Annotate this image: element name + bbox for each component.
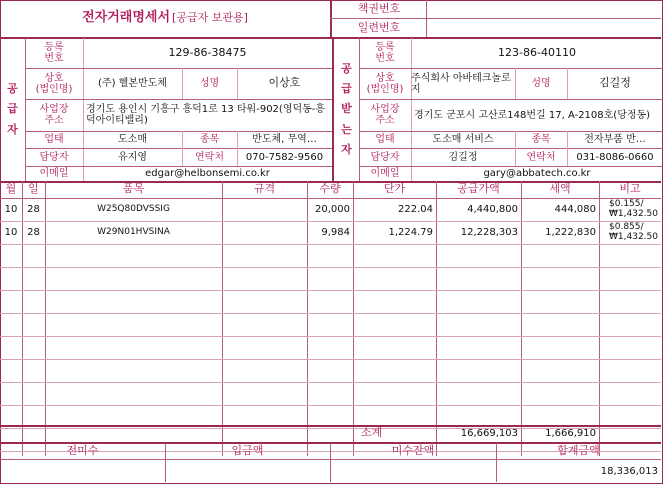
item-cell-tax: 444,080 — [554, 204, 596, 215]
receiver-contact-label: 연락처 — [526, 151, 556, 163]
item-cell-name: W29N01HVSINA — [97, 226, 170, 237]
supplier-reg-no-value: 129-86-38475 — [168, 45, 247, 59]
receiver-reg-no-label: 등록 번호 — [375, 42, 395, 64]
receiver-address-label: 사업장 주소 — [370, 104, 400, 126]
grid-line-h — [0, 405, 661, 406]
column-header: 수량 — [319, 182, 341, 196]
grid-line-v — [165, 443, 166, 482]
item-cell-unit_price: 222.04 — [398, 204, 433, 215]
receiver-biz-type-label: 업태 — [375, 134, 395, 145]
item-cell-supply: 4,440,800 — [467, 204, 518, 215]
receiver-company-value: 주식회사 아바테크놀로지 — [411, 72, 511, 95]
summary-value-3: 18,336,013 — [600, 465, 658, 477]
receiver-email-label: 이메일 — [370, 168, 400, 179]
column-header: 세액 — [549, 182, 571, 196]
item-cell-month: 10 — [4, 204, 18, 215]
grid-line-v — [496, 443, 497, 482]
item-cell-unit_price: 1,224.79 — [388, 227, 433, 238]
side-label-char: 자 — [341, 142, 352, 156]
supplier-contact-label: 연락처 — [195, 151, 224, 163]
grid-line-h — [330, 18, 661, 19]
book-no-value — [427, 1, 661, 18]
serial-no-value — [427, 19, 661, 37]
subtotal-supply: 16,669,103 — [460, 428, 518, 439]
item-cell-qty: 20,000 — [315, 204, 350, 215]
receiver-contact-value: 031-8086-0660 — [576, 151, 654, 163]
supplier-biz-type-label: 업태 — [44, 134, 64, 145]
item-cell-supply: 12,228,303 — [460, 227, 518, 238]
side-label-char: 공 — [7, 82, 18, 96]
item-cell-name: W25Q80DVSSIG — [97, 203, 170, 214]
receiver-reg-no-value: 123-86-40110 — [498, 45, 576, 59]
column-header: 공급가액 — [457, 182, 500, 196]
receiver-biz-item-value: 전자부품 반… — [584, 134, 646, 145]
item-cell-tax: 1,222,830 — [545, 227, 596, 238]
serial-no-label: 일련번호 — [357, 20, 401, 34]
supplier-address-value: 경기도 용인시 기흥구 흥덕1로 13 타워-902(영덕동-흥덕아이티밸리) — [86, 104, 326, 126]
receiver-email-value: gary@abbatech.co.kr — [483, 168, 591, 179]
column-header: 규격 — [253, 182, 276, 196]
item-cell-note: $0.155/ ₩1,432.50 — [609, 198, 658, 219]
receiver-address-value: 경기도 군포시 고산로148번길 17, A-2108호(당정동) — [414, 109, 651, 121]
grid-line-v — [182, 68, 183, 99]
grid-line-h — [0, 267, 661, 268]
supplier-biz-type-value: 도소매 — [118, 134, 147, 145]
grid-line-v — [330, 443, 331, 482]
receiver-ceo-value: 김길정 — [599, 76, 631, 90]
item-cell-spec — [222, 221, 307, 244]
title-text: 전자거래명세서 — [82, 9, 171, 25]
grid-line-h — [0, 382, 661, 383]
grid-line-h — [0, 290, 661, 291]
receiver-ceo-label: 성명 — [531, 78, 551, 89]
supplier-company-label: 상호 (법인명) — [35, 72, 73, 95]
book-no-label: 책권번호 — [357, 2, 401, 16]
grid-line-h — [0, 336, 661, 337]
grid-line-h — [0, 313, 661, 314]
summary-label-2: 미수잔액 — [391, 443, 435, 457]
supplier-biz-item-label: 종목 — [199, 134, 220, 145]
receiver-side-label — [334, 38, 359, 181]
column-header: 비고 — [619, 182, 641, 196]
supplier-contact-value: 070-7582-9560 — [245, 151, 324, 163]
receiver-manager-label: 담당자 — [370, 151, 400, 163]
side-label-char: 급 — [7, 102, 18, 116]
column-header: 품목 — [122, 182, 145, 196]
supplier-company-value: (주) 헬본반도체 — [98, 78, 167, 89]
side-label-char: 자 — [7, 122, 18, 136]
receiver-biz-type-value: 도소매 서비스 — [432, 134, 494, 145]
supplier-ceo-value: 이상호 — [268, 76, 301, 90]
subtotal-label: 소계 — [360, 426, 383, 440]
column-header: 월 — [5, 182, 17, 196]
supplier-manager-value: 유지영 — [118, 151, 147, 163]
supplier-reg-no-label: 등록 번호 — [44, 42, 64, 64]
item-cell-spec — [222, 198, 307, 221]
summary-value-0 — [0, 460, 165, 482]
subtotal-tax: 1,666,910 — [545, 428, 596, 439]
receiver-biz-item-label: 종목 — [531, 134, 551, 145]
column-header: 일 — [28, 182, 39, 196]
grid-line-h — [0, 359, 661, 360]
receiver-manager-value: 김길정 — [448, 151, 478, 163]
summary-label-0: 전미수 — [66, 443, 99, 457]
side-label-char: 받 — [341, 102, 352, 116]
item-cell-day: 28 — [27, 227, 40, 238]
grid-line-v — [567, 68, 568, 99]
supplier-side-label — [0, 38, 25, 181]
side-label-char: 급 — [341, 82, 352, 96]
supplier-email-value: edgar@helbonsemi.co.kr — [145, 168, 270, 179]
document-title — [0, 0, 330, 36]
grid-line-h — [0, 244, 661, 245]
supplier-ceo-label: 성명 — [199, 78, 220, 89]
grid-line-v — [237, 68, 238, 99]
side-label-char: 는 — [341, 122, 352, 136]
supplier-address-label: 사업장 주소 — [39, 104, 69, 126]
subtitle-text: [공급자 보관용] — [172, 10, 248, 24]
supplier-email-label: 이메일 — [39, 168, 69, 179]
item-cell-day: 28 — [27, 204, 40, 215]
column-header: 단가 — [383, 182, 406, 196]
supplier-manager-label: 담당자 — [39, 151, 69, 163]
summary-label-1: 입금액 — [231, 443, 264, 457]
item-cell-note: $0.855/ ₩1,432.50 — [609, 221, 658, 242]
grid-line-v — [515, 68, 516, 99]
summary-value-2 — [330, 460, 496, 482]
receiver-company-label: 상호 (법인명) — [366, 72, 404, 95]
item-cell-qty: 9,984 — [321, 227, 350, 238]
summary-value-1 — [165, 460, 330, 482]
supplier-biz-item-value: 반도체, 무역… — [252, 134, 317, 145]
item-cell-month: 10 — [4, 227, 18, 238]
summary-label-3: 합계금액 — [557, 443, 600, 457]
side-label-char: 공 — [341, 62, 352, 76]
